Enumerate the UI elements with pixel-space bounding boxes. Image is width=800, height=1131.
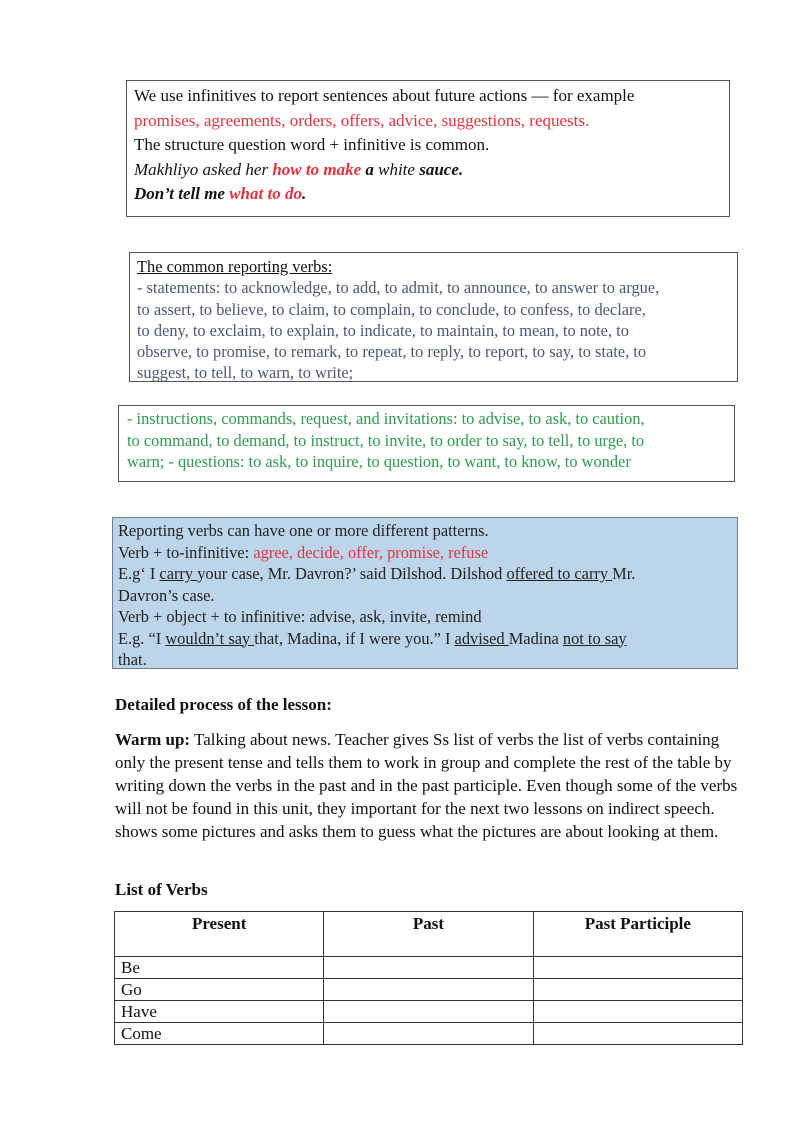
table-row — [115, 1001, 743, 1023]
rule-examples-list: promises, agreements, orders, offers, advice, suggestions, requests. — [134, 110, 590, 130]
present-cell: Have — [115, 1001, 324, 1023]
verbs-table — [114, 911, 743, 1045]
reporting-verbs-box — [129, 252, 738, 382]
statements-line-2: to assert, to believe, to claim, to complain, to conclude, to confess, to declare, — [137, 299, 646, 319]
questions-line: warn; - questions: to ask, to inquire, to question, to want, to know, to wonder — [127, 452, 631, 471]
warmup-text: Talking about news. Teacher gives Ss list of verbs the list of verbs containing only the present tense and tells them to work in group and complete the rest of the table by writing down the verbs in the past and in the past participle. Even though some of the verbs will not be found in this unit, they important for the next two lessons on indirect speech. shows some pictures and asks them to guess what the pictures are about looking at them. — [115, 730, 738, 841]
reporting-verbs-heading: The common reporting verbs: — [137, 257, 333, 276]
list-of-verbs-heading: List of Verbs — [115, 880, 208, 899]
warmup-paragraph — [115, 728, 745, 843]
past-cell[interactable] — [324, 957, 533, 979]
infinitive-rule-box — [126, 80, 730, 217]
warmup-label: Warm up: — [115, 730, 191, 749]
instructions-questions-box — [118, 405, 735, 482]
present-cell: Go — [115, 979, 324, 1001]
rule-line-3: The structure question word + infinitive is common. — [134, 135, 490, 154]
pattern-example-1: E.g‘ I carry your case, Mr. Davron?’ said Dilshod. Dilshod offered to carry Mr. — [118, 564, 636, 583]
example-sentence-1: Makhliyo asked her how to make a white sauce. — [134, 159, 464, 179]
header-present: Present — [115, 912, 324, 957]
rule-line-1: We use infinitives to report sentences about future actions — for example — [134, 86, 635, 105]
header-past-participle: Past Participle — [533, 912, 742, 957]
past-cell[interactable] — [324, 979, 533, 1001]
verb-patterns-box — [112, 517, 738, 669]
table-row — [115, 979, 743, 1001]
statements-line-5: suggest, to tell, to warn, to write; — [137, 363, 354, 383]
table-row — [115, 957, 743, 979]
pattern-object-infinitive: Verb + object + to infinitive: advise, ask, invite, remind — [118, 607, 482, 626]
table-row — [115, 1023, 743, 1045]
instructions-line-2: to command, to demand, to instruct, to invite, to order to say, to tell, to urge, to — [127, 430, 645, 450]
lesson-process-heading: Detailed process of the lesson: — [115, 695, 332, 714]
pattern-to-infinitive: Verb + to-infinitive: agree, decide, offer, promise, refuse — [118, 542, 489, 562]
past-participle-cell[interactable] — [533, 1001, 742, 1023]
patterns-intro: Reporting verbs can have one or more different patterns. — [118, 521, 489, 540]
statements-line-3: to deny, to exclaim, to explain, to indicate, to maintain, to mean, to note, to — [137, 320, 629, 340]
pattern-example-1-cont: Davron’s case. — [118, 585, 215, 605]
instructions-line-1: - instructions, commands, request, and invitations: to advise, to ask, to caution, — [127, 409, 645, 428]
statements-line-1: - statements: to acknowledge, to add, to admit, to announce, to answer to argue, — [137, 278, 660, 298]
present-cell: Be — [115, 957, 324, 979]
pattern-example-2-cont: that. — [118, 650, 147, 669]
header-past: Past — [324, 912, 533, 957]
table-header-row — [115, 912, 743, 957]
past-participle-cell[interactable] — [533, 979, 742, 1001]
example-sentence-2: Don’t tell me what to do. — [134, 184, 307, 203]
past-cell[interactable] — [324, 1001, 533, 1023]
past-cell[interactable] — [324, 1023, 533, 1045]
statements-line-4: observe, to promise, to remark, to repeat, to reply, to report, to say, to state, to — [137, 342, 647, 362]
pattern-example-2: E.g. “I wouldn’t say that, Madina, if I were you.” I advised Madina not to say — [118, 628, 627, 648]
past-participle-cell[interactable] — [533, 1023, 742, 1045]
present-cell: Come — [115, 1023, 324, 1045]
past-participle-cell[interactable] — [533, 957, 742, 979]
